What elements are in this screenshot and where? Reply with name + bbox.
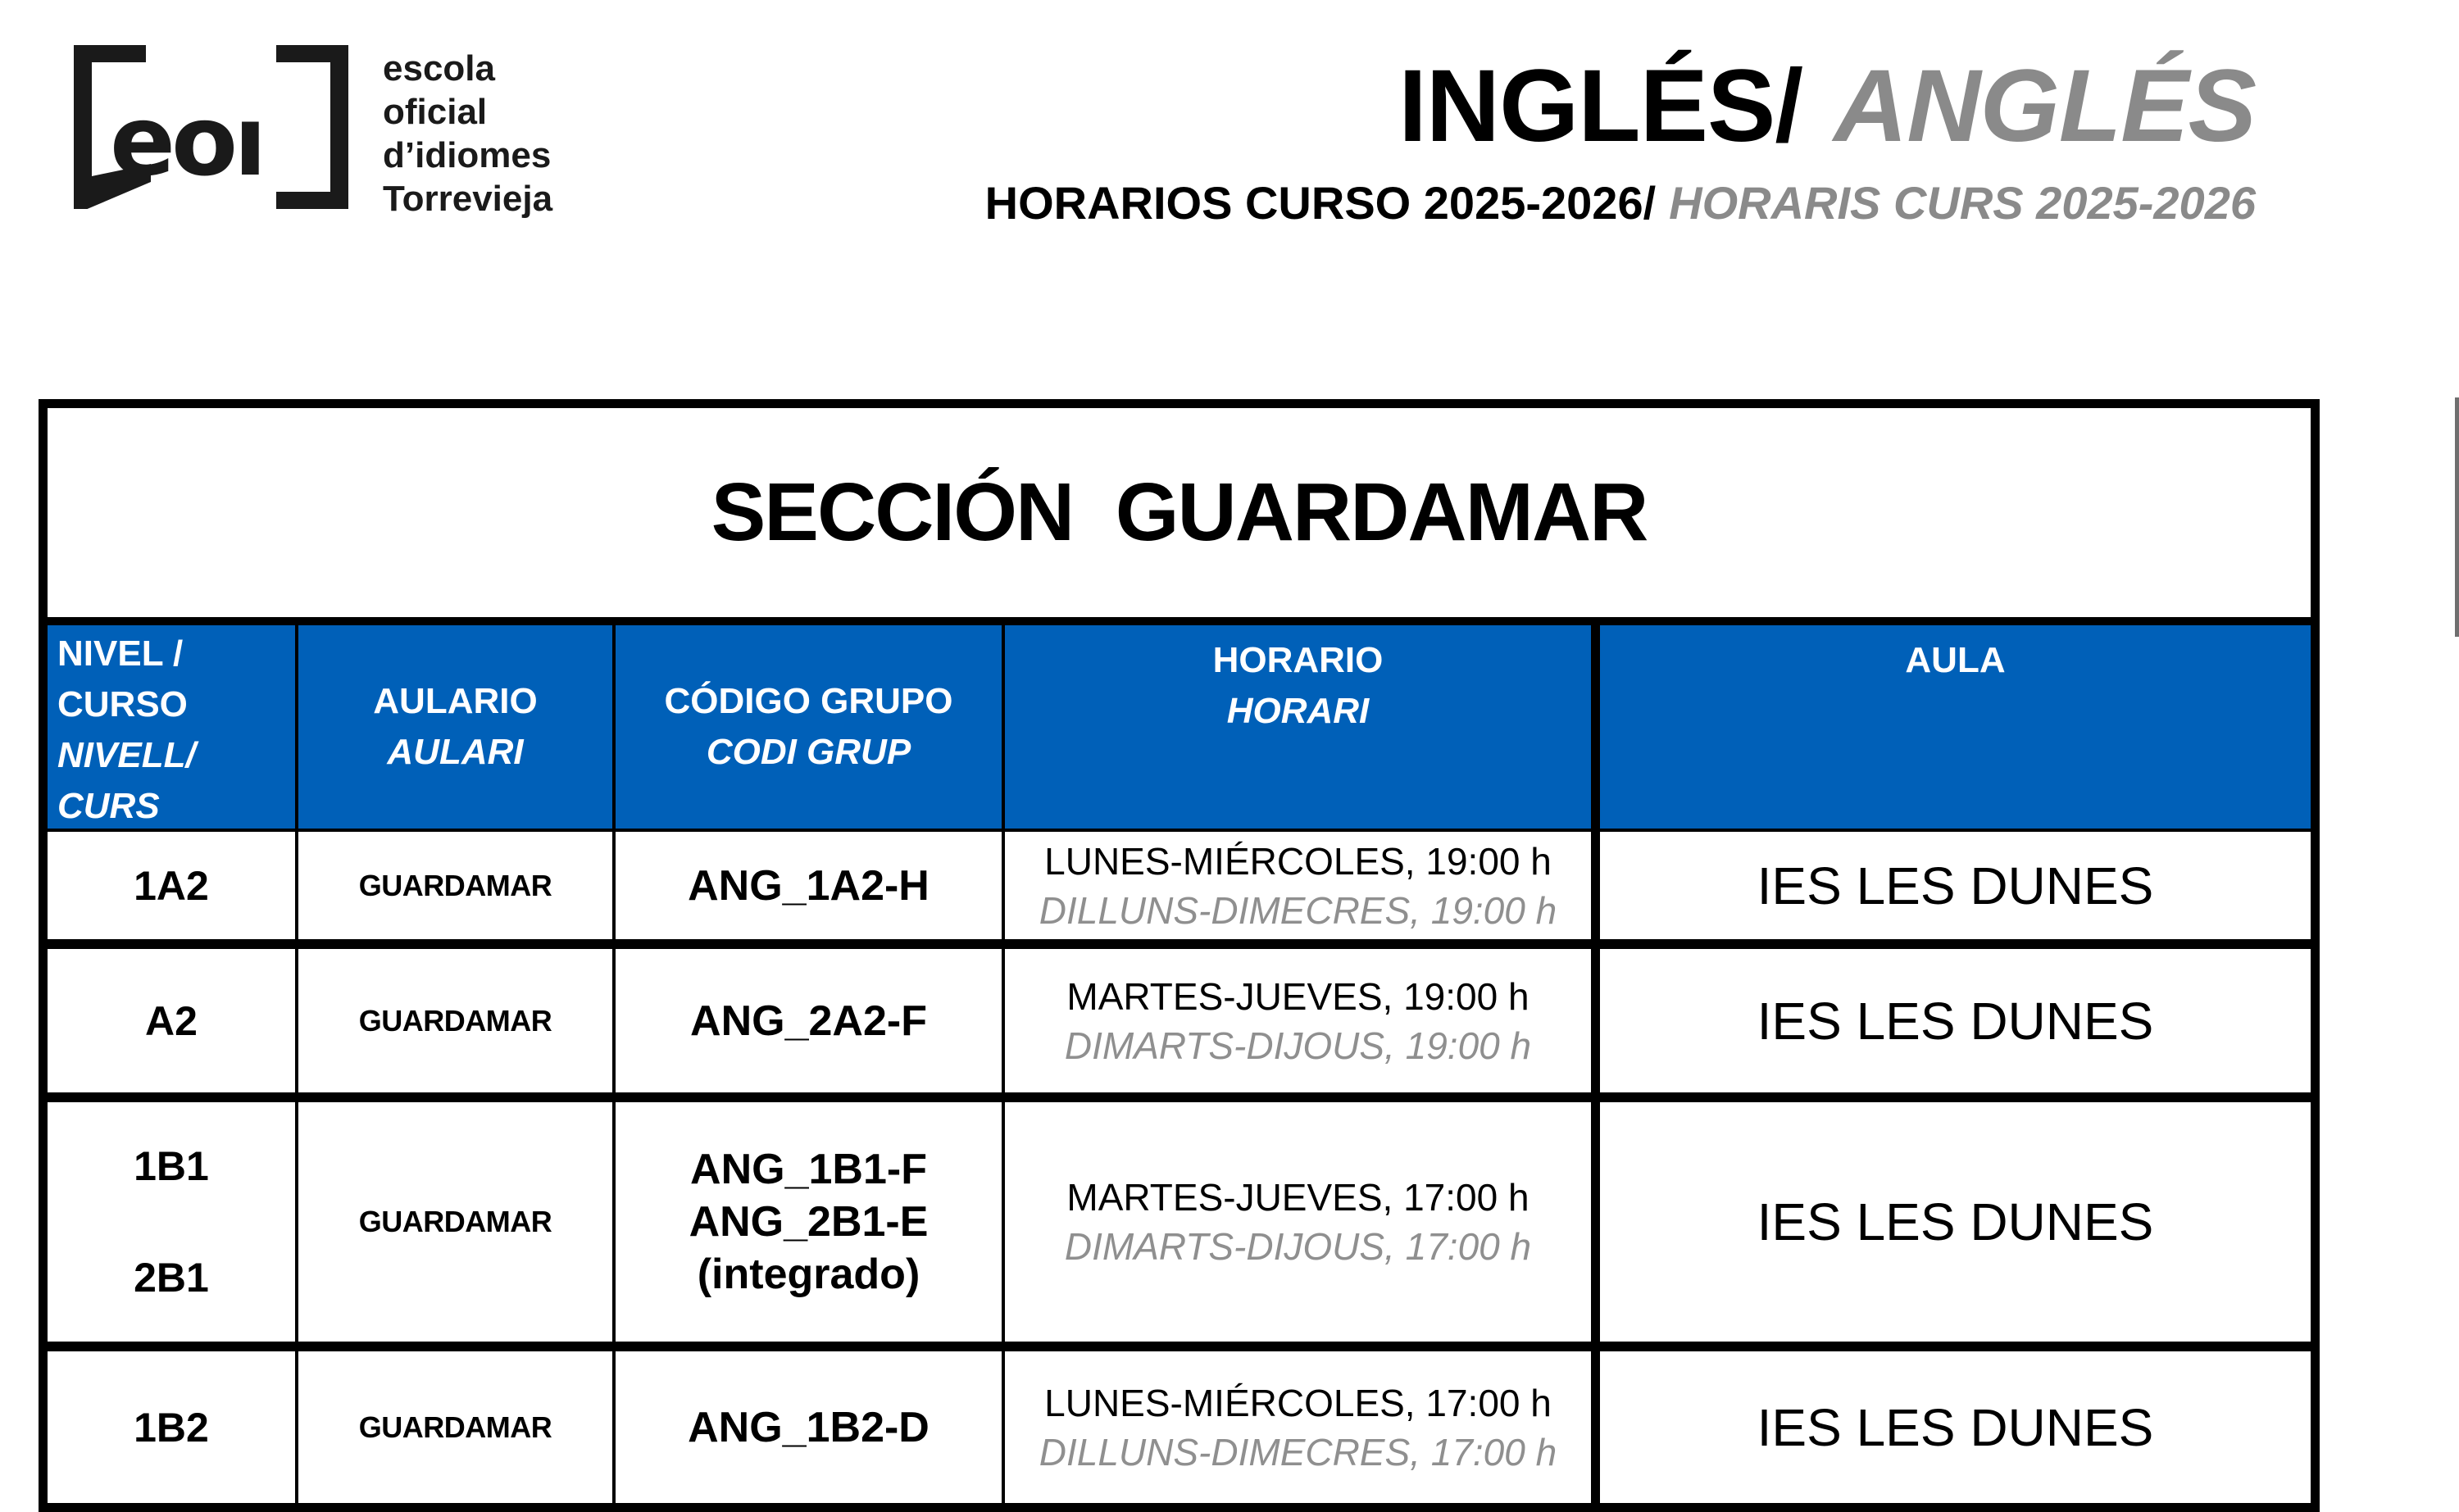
logo-wordmark [383, 47, 552, 220]
page-title-valencian: ANGLÉS [1834, 49, 2256, 163]
column-header-aulario: AULARIO AULARI [298, 625, 616, 832]
eoi-logo [74, 45, 552, 220]
page-subtitle-spanish: HORARIOS CURSO 2025-2026/ [984, 177, 1657, 229]
section-title: SECCIÓN GUARDAMAR [48, 408, 2311, 625]
eoi-letters: eoı [110, 84, 263, 198]
table-row-3-nivel: 1B1 2B1 [48, 1102, 298, 1351]
page-heading [985, 45, 2256, 229]
page-subtitle [985, 178, 2256, 229]
table-row-2-aula: IES LES DUNES [1600, 949, 2311, 1102]
table-row-1-horario: LUNES-MIÉRCOLES, 19:00 h DILLUNS-DIMECRES, 19:00 h [1005, 832, 1600, 949]
page-title-spanish: INGLÉS/ [1398, 49, 1803, 163]
adjacent-table-edge [2455, 397, 2459, 637]
table-row-2-horario: MARTES-JUEVES, 19:00 h DIMARTS-DIJOUS, 19:00 h [1005, 949, 1600, 1102]
page-subtitle-valencian: HORARIS CURS 2025-2026 [1669, 177, 2256, 229]
table-row-4-aula: IES LES DUNES [1757, 1397, 2154, 1457]
table-row-2-aulario: GUARDAMAR [298, 949, 616, 1102]
table-row-1-codigo: ANG_1A2-H [616, 832, 1005, 949]
table-row-3-aula: IES LES DUNES [1600, 1102, 2311, 1351]
table-row-1-aula: IES LES DUNES [1600, 832, 2311, 949]
logo-line: escola [383, 48, 495, 89]
page-title [985, 45, 2256, 168]
table-row-1-aulario: GUARDAMAR [298, 832, 616, 949]
column-header-aula: AULA [1600, 625, 2311, 832]
column-header-codigo: CÓDIGO GRUPO CODI GRUP [616, 625, 1005, 832]
table-row-2-codigo: ANG_2A2-F [616, 949, 1005, 1102]
eoi-brackets-icon [74, 45, 348, 209]
table-row-4-codigo: ANG_1B2-D [616, 1351, 1005, 1503]
table-row-2-nivel: A2 [48, 949, 298, 1102]
table-row-4-nivel: 1B2 [48, 1351, 298, 1503]
table-row-3-codigo: ANG_1B1-F ANG_2B1-E (integrado) [616, 1102, 1005, 1351]
logo-line: oficial [383, 92, 488, 132]
logo-line: d’idiomes [383, 135, 552, 175]
column-header-nivel: NIVEL / CURSO NIVELL/ CURS [48, 625, 298, 832]
table-row-1-nivel: 1A2 [48, 832, 298, 949]
logo-line: Torrevieja [383, 179, 553, 219]
column-header-horario: HORARIO HORARI [1005, 625, 1600, 832]
table-row-3-aulario: GUARDAMAR [298, 1102, 616, 1351]
schedule-table [39, 399, 2320, 1512]
table-row-4-aulario: GUARDAMAR [298, 1351, 616, 1503]
table-row-4-horario: LUNES-MIÉRCOLES, 17:00 h DILLUNS-DIMECRES, 17:00 h [1005, 1351, 1600, 1503]
table-row-3-horario: MARTES-JUEVES, 17:00 h DIMARTS-DIJOUS, 17:00 h [1005, 1102, 1600, 1351]
